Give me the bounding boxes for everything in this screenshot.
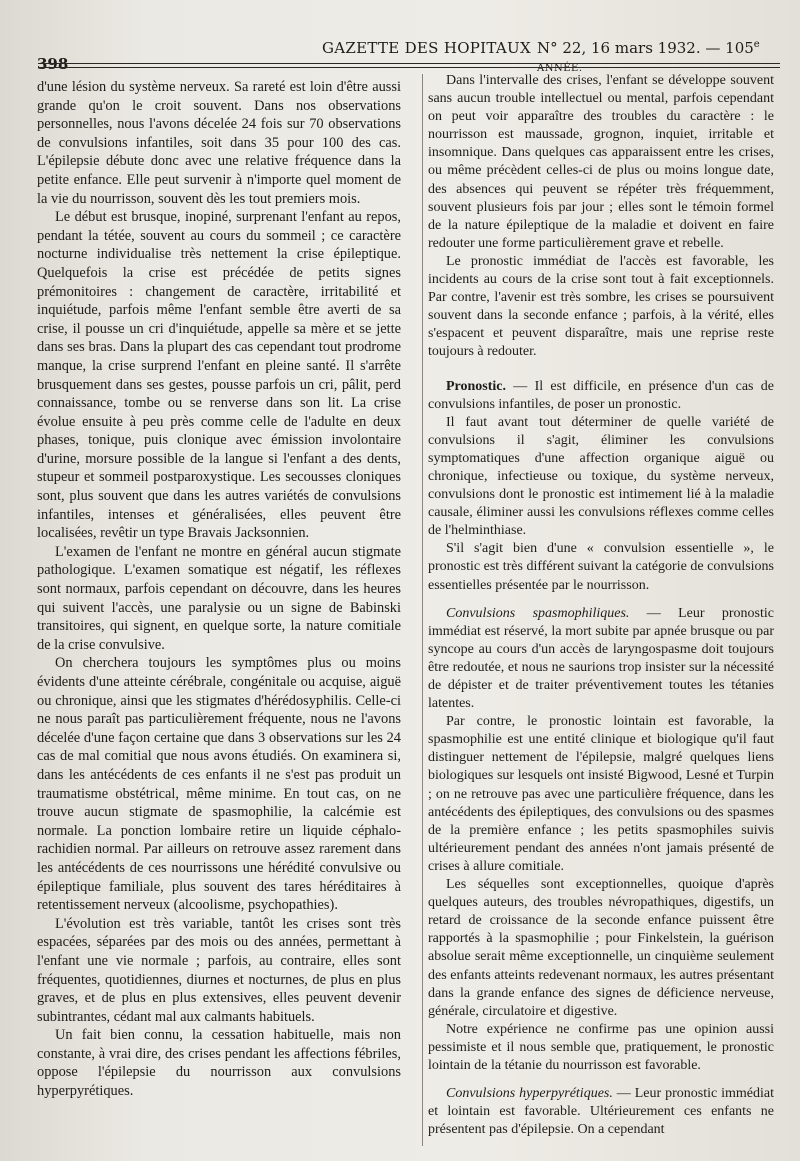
paragraph: Dans l'intervalle des crises, l'enfant se développe souvent sans aucun trouble intellectuel ou mental, parfois cependant on peut voir apparaître des troubles du caractère : le nourrisson est maussade, grognon, inquiet, irritable et insomnique. Dans quelques cas apparaissent entre les crises, ou même précèdent celles-ci de plus ou moins longue date, des absences qui peuvent se répéter très fréquemment, souvent plusieurs fois par jour ; elles sont le témoin formel de la nature épileptique de la maladie et doivent en faire redouter une forme particulièrement grave et rebelle.: [428, 73, 774, 251]
section-heading: Pronostic.: [446, 378, 507, 394]
section-text: — Leur pronostic immédiat est réservé, la mort subite par apnée brusque ou par syncope au cours d'un accès de laryngospasme doit toujours être redoutée, et nous ne saurions trop insister sur la nécessité de dépister et de traiter préventivement toutes les tétanies latentes.: [428, 605, 774, 712]
paragraph: Par contre, le pronostic lointain est favorable, la spasmophilie est une entité clinique et biologique qu'il faut distinguer nettement de l'épilepsie, malgré quelques liens biologiques sur lesquels ont insisté Bigwood, Lesné et Turpin ; on ne retrouve pas avec une particulière fréquence, dans les antécédents des épileptiques, des convulsions ou des spasmes de la première enfance ; les petits spasmophiles suivis ultérieurement pendant des années n'ont jamais présenté de crises à allure comitiale.: [428, 714, 774, 874]
section-text: — Il est difficile, en présence d'un cas de convulsions infantiles, de poser un pronostic.: [428, 378, 774, 412]
page-number: 398: [37, 55, 69, 73]
section-hyperpyretiques: [428, 1085, 774, 1139]
paragraph: Les séquelles sont exceptionnelles, quoique d'après quelques auteurs, des troubles névropathiques, digestifs, un retard de croissance de la seconde enfance puissent être rapportés à la spasmophilie ; pour Finkelstein, la guérison absolue serait même exceptionnelle, un cinquième seulement des enfants atteints redevenant normaux, les autres présentant dans la grande enfance des signes de déficience nerveuse, générale, circulatoire et digestive.: [428, 877, 774, 1019]
section-heading: Convulsions hyperpyrétiques.: [446, 1086, 613, 1102]
header-rule: [38, 63, 780, 64]
journal-title: GAZETTE DES HOPITAUX: [322, 39, 531, 57]
header-rule-thin: [38, 67, 780, 68]
paragraph: L'examen de l'enfant ne montre en général aucun stigmate pathologique. L'examen somatique est négatif, les réflexes sont normaux, parfois cependant on découvre, dans les heures qui suivent l'accès, une paralysie ou un signe de Babinski transitoires, qui signent, en quelque sorte, la nature comitiale de la crise convulsive.: [37, 543, 401, 653]
paragraph: L'évolution est très variable, tantôt les crises sont très espacées, séparées par des mois ou des années, permettant à l'enfant une vie normale ; parfois, au contraire, elles sont fréquentes, quotidiennes, diurnes et nocturnes, de plus en plus graves, et de plus en plus extensives, elles peuvent devenir subintrantes, cédant mal aux calmants habituels.: [37, 915, 401, 1025]
issue-date: N° 22, 16 mars 1932. — 105: [537, 39, 754, 57]
section-text: — Leur pronostic immédiat et lointain est favorable. Ultérieurement ces enfants ne présentent pas d'épilepsie. On a cependant: [428, 1086, 774, 1138]
right-column: [428, 72, 774, 1139]
paragraph: Il faut avant tout déterminer de quelle variété de convulsions il s'agit, éliminer les convulsions symptomatiques d'une affection organique aiguë ou chronique, infectieuse ou toxique, du système nerveux, convulsions dont le pronostic est intimement lié à la maladie causale, éliminer aussi les convulsions réflexes comme celles de l'helminthiase.: [428, 414, 774, 539]
paragraph: S'il s'agit bien d'une « convulsion essentielle », le pronostic est très différent suivant la catégorie de convulsions essentielles présentée par le nourrisson.: [428, 541, 774, 593]
section-pronostic: [428, 378, 774, 414]
paragraph: d'une lésion du système nerveux. Sa rareté est loin d'être aussi grande qu'on le croit souvent. Dans nos observations personnelles, nous l'avons décelée 24 fois sur 70 observations de convulsions infantiles, soit dans 35 pour 100 des cas. L'épilepsie débute donc avec une relative fréquence dans la petite enfance. Elle peut survenir à n'importe quel moment de la vie du nourrisson, souvent dès les tout premiers mois.: [37, 79, 401, 207]
left-column: [37, 78, 401, 1101]
column-divider: [422, 74, 423, 1146]
issue-annee: ANNÉE.: [537, 63, 583, 74]
paragraph: Un fait bien connu, la cessation habituelle, mais non constante, à vrai dire, des crises pendant les affections fébriles, oppose l'épilepsie du nourrisson aux convulsions hyperpyrétiques.: [37, 1027, 401, 1100]
paragraph: Le début est brusque, inopiné, surprenant l'enfant au repos, pendant la tétée, souvent au cours du sommeil ; ce caractère nocturne individualise très nettement la crise épileptique. Quelquefois la crise est précédée de petits signes prémonitoires : changement de caractère, irritabilité et inquiétude, parfois même l'enfant semble être averti de sa crise, il pousse un cri d'inquiétude, appelle sa mère et se jette dans ses bras. Dans la plupart des cas cependant tout prodrome manque, la crise surprend l'enfant en pleine santé. Il s'arrête brusquement dans ses gestes, pousse parfois un cri, pâlit, perd connaissance, tombe ou se renverse dans son lit. La crise évolue ensuite à peu près comme celle de l'adulte en deux phases, tonique, puis clonique avec émission involontaire d'urine, morsure possible de la langue si l'enfant a des dents, stupeur et sommeil postparoxystique. Les secousses cloniques sont, plus souvent que dans les autres variétés de convulsions infantiles, intenses et généralisées, elles peuvent être localisées, revêtir un type Bravais Jacksonnien.: [37, 209, 401, 542]
section-heading: Convulsions spasmophiliques.: [446, 605, 630, 621]
paragraph: Notre expérience ne confirme pas une opinion aussi pessimiste et il nous semble que, pratiquement, le pronostic lointain de la tétanie du nourrisson est favorable.: [428, 1021, 774, 1073]
paragraph: On cherchera toujours les symptômes plus ou moins évidents d'une atteinte cérébrale, congénitale ou acquise, aiguë ou chronique, ainsi que les stigmates d'hérédosyphilis. Celle-ci ne nous paraît pas particulièrement fréquente, nous ne l'avons décelée d'une façon certaine que dans 3 observations sur les 24 cas de mal comitial que nous avons étudiés. On examinera si, dans les antécédents de ces enfants il ne s'est pas produit un traumatisme obstétrical, même minime. En tout cas, on ne trouve aucun stigmate de spasmophilie, la calcémie est normale. La ponction lombaire retire un liquide céphalo-rachidien normal. Par ailleurs on retrouve assez rarement dans les antécédents de ces nourrissons une hérédité convulsive ou épileptique familiale, plus souvent des tares héréditaires à retentissement nerveux (alcoolisme, psychopathies).: [37, 655, 401, 914]
issue-ordinal-suffix: e: [753, 39, 761, 50]
section-spasmophiliques: [428, 605, 774, 714]
issue-info: [537, 39, 800, 75]
paragraph: Le pronostic immédiat de l'accès est favorable, les incidents au cours de la crise sont tout à fait exceptionnels. Par contre, l'avenir est très sombre, les crises se poursuivent souvent dans la seconde enfance ; parfois, à la vérité, elles s'espacent et peuvent disparaître, mais une reprise reste toujours à redouter.: [428, 253, 774, 360]
page-header: [0, 0, 800, 80]
